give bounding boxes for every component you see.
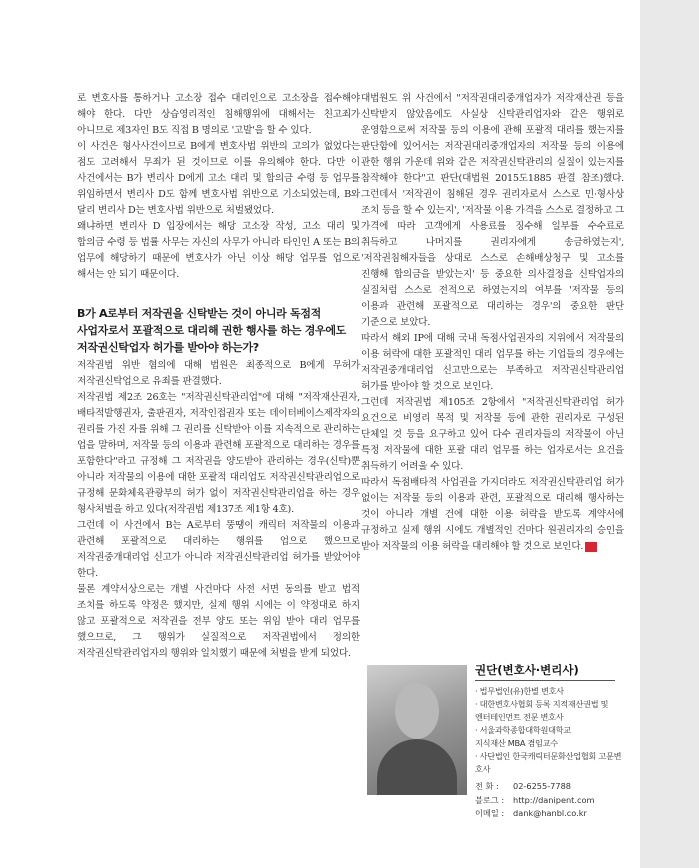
body-paragraph: 이 사건은 형사사건이므로 B에게 변호사법 위반의 고의가 없었다는 점도 고려해서 무죄가 된 것이므로 이를 유의해야 한다. 다만 이 사건에서는 B가 변리사 D에게 고소 대리 및 합의금 수령 등 업무를 위임하면서 변리사 D도 함께 변호사법 위반으로 기소되었는데, B와 달리 변리사 D는 변호사법 위반으로 처벌됐었다. xyxy=(77,141,360,216)
credential-item: · 사단법인 한국캐릭터문화산업협회 고문변호사 xyxy=(475,751,622,774)
final-paragraph-text: 따라서 독점배타적 사업권을 가지더라도 저작권신탁관리업 허가 없이는 저작물 등의 이용과 관련, 포괄적으로 대리해 행사하는 것이 아니라 개별 건에 대한 이용 허락을 받도록 계약서에 규정하고 실제 행위 시에도 개별적인 건마다 원권리자의 승인을 받아 저작물의 이용 허락을 대리해야 할 것으로 보인다. xyxy=(361,477,624,552)
blog-label: 블로그 : xyxy=(475,794,505,805)
contact-email xyxy=(475,807,625,821)
author-profile xyxy=(367,645,620,821)
body-paragraph: 저작권법 위반 혐의에 대해 법원은 최종적으로 B에게 무허가 저작권신탁업으로 유죄를 판결했다. xyxy=(77,360,360,387)
section-heading: B가 A로부터 저작권을 신탁받는 것이 아니라 독점적 사업자로서 포괄적으로 대리해 권한 행사를 하는 경우에도 저작권신탁업자 허가를 받아야 하는가? xyxy=(77,307,346,354)
phone-label: 전 화 : xyxy=(475,781,499,791)
body-paragraph: 따라서 해외 IP에 대해 국내 독점사업권자의 지위에서 저작물의 이용 허락에 대한 포괄적인 대리 업무를 하는 기업들의 경우에는 저작권중개대리업 신고만으로는 부족하고 저작권신탁관리업 허가를 받아야 할 것으로 보인다. xyxy=(361,333,624,392)
author-photo xyxy=(367,665,467,795)
body-paragraph: 왜냐하면 변리사 D 입장에서는 해당 고소장 작성, 고소 대리 및 합의금 수령 등 법률 사무는 자신의 사무가 아니라 타인인 A 또는 B의 업무에 해당하기 때문에 변호사가 아닌 이상 해당 업무를 업으로 해서는 안 되기 때문이다. xyxy=(77,221,360,280)
email-link[interactable]: dank@hanbl.co.kr xyxy=(513,808,587,818)
body-paragraph xyxy=(361,475,624,555)
credential-item: 지식재산 MBA 겸임교수 xyxy=(475,738,558,748)
blog-link[interactable]: http://danipent.com xyxy=(513,794,595,805)
contact-blog xyxy=(475,794,625,808)
contact-phone xyxy=(475,780,625,794)
body-paragraph: 로 변호사를 통하거나 고소장 접수 대리인으로 고소장을 접수해야 해야 한다. 다만 상습영리적인 침해행위에 대해서는 친고죄가 아니므로 제3자인 B도 직접 B 명의로 '고발'을 할 수 있다. xyxy=(77,93,360,136)
body-paragraph: 그런데 저작권법 제105조 2항에서 "저작권신탁관리업 허가 요건으로 비영리 목적 및 저작물 등에 관한 권리자로 구성된 단체일 것 등을 요구하고 있어 다수 권리자들의 저작물이 아닌 특정 저작물에 대한 포괄 대리 업무를 하는 업자로서는 요건을 취득하기 어려울 수 있다. xyxy=(361,397,624,472)
credential-item: 엔터테인먼트 전문 변호사 xyxy=(475,712,564,722)
body-paragraph: 물론 계약서상으로는 개별 사건마다 사전 서면 동의를 받고 법적 조치를 하도록 약정은 했지만, 실제 행위 시에는 이 약정대로 하지 않고 포괄적으로 저작권을 전부 양도 또는 위임 받아 대리 업무를 했으므로, 그 행위가 실질적으로 저작권법에서 정의한 저작권신탁관리업자의 행위와 일치했기 때문에 처벌을 받게 되었다. xyxy=(77,584,360,659)
profile-divider xyxy=(475,680,615,681)
body-paragraph: 대법원도 위 사건에서 "저작권대리중개업자가 저작재산권 등을 신탁받지 않았음에도 사실상 신탁관리업자와 같은 행위로 운영함으로써 저작물 등의 이용에 관해 포괄적 대리를 했는지를 판단함에 있어서는 저작권대리중개업자의 저작물 등의 이용에 관한 행위 가운데 위와 같은 저작권신탁관리의 실질이 있는지를 참작해야 한다"고 판단(대법원 2015도1885 판결 참조)했다. 그런데서 '저작권이 침해된 경우 권리자로서 스스로 민·형사상 조치 등을 할 수 있는지', '저작물 이용 가격을 스스로 결정하고 그 가격에 따라 고객에게 사용료를 징수해 일부를 수수료로 취득하고 나머지를 권리자에게 송금하였는지', '저작권침해자들을 상대로 스스로 손해배상청구 및 고소를 진행해 합의금을 받았는지' 등 중요한 의사결정을 신탁업자의 실질처럼 스스로 전적으로 하였는지의 여부를 '저작물 등의 이용과 관련해 포괄적으로 대리하는 경우'의 중요한 판단 기준으로 보았다. xyxy=(361,93,624,328)
body-paragraph: 저작권법 제2조 26호는 "저작권신탁관리업"에 대해 "저작재산권자, 배타적발행권자, 출판권자, 저작인접권자 또는 데이터베이스제작자의 권리를 가진 자를 위해 그 권리를 신탁받아 이를 지속적으로 관리하는 업을 말하며, 저작물 등의 이용과 관련해 포괄적으로 대리하는 경우를 포함한다"라고 규정해 그 저작권을 양도받아 관리하는 경우(신탁)뿐 아니라 저작물의 이용에 대한 포괄적 대리업도 저작권신탁관리업으로 규정해 문화체육관광부의 허가 없이 저작권신탁관리업을 하는 경우 형사처벌을 하고 있다(저작권법 제137조 제1항 4호). xyxy=(77,392,360,515)
author-name: 권단(변호사·변리사) xyxy=(475,663,579,677)
credential-item: · 대한변호사협회 등록 지적재산권법 및 xyxy=(475,699,609,709)
credential-item: · 서울과학종합대학원대학교 xyxy=(475,725,571,735)
author-contacts xyxy=(475,780,625,821)
body-paragraph: 그런데 이 사건에서 B는 A로부터 뚱땡이 캐릭터 저작물의 이용과 관련해 포괄적으로 대리하는 행위를 업으로 했으므로 저작권중개대리업 신고가 아니라 저작권신탁관리업 허가를 받았어야 한다. xyxy=(77,520,360,579)
left-column xyxy=(77,91,360,662)
article-end-mark-icon xyxy=(585,542,597,552)
photo-body-shape xyxy=(377,739,457,795)
photo-head-shape xyxy=(395,683,439,739)
right-column xyxy=(361,91,624,555)
author-credentials xyxy=(475,685,625,776)
email-label: 이메일 : xyxy=(475,808,505,818)
credential-item: · 법무법인(유)한별 변호사 xyxy=(475,686,564,696)
page-edge-bar xyxy=(640,0,699,868)
phone-value: 02-6255-7788 xyxy=(513,781,572,791)
